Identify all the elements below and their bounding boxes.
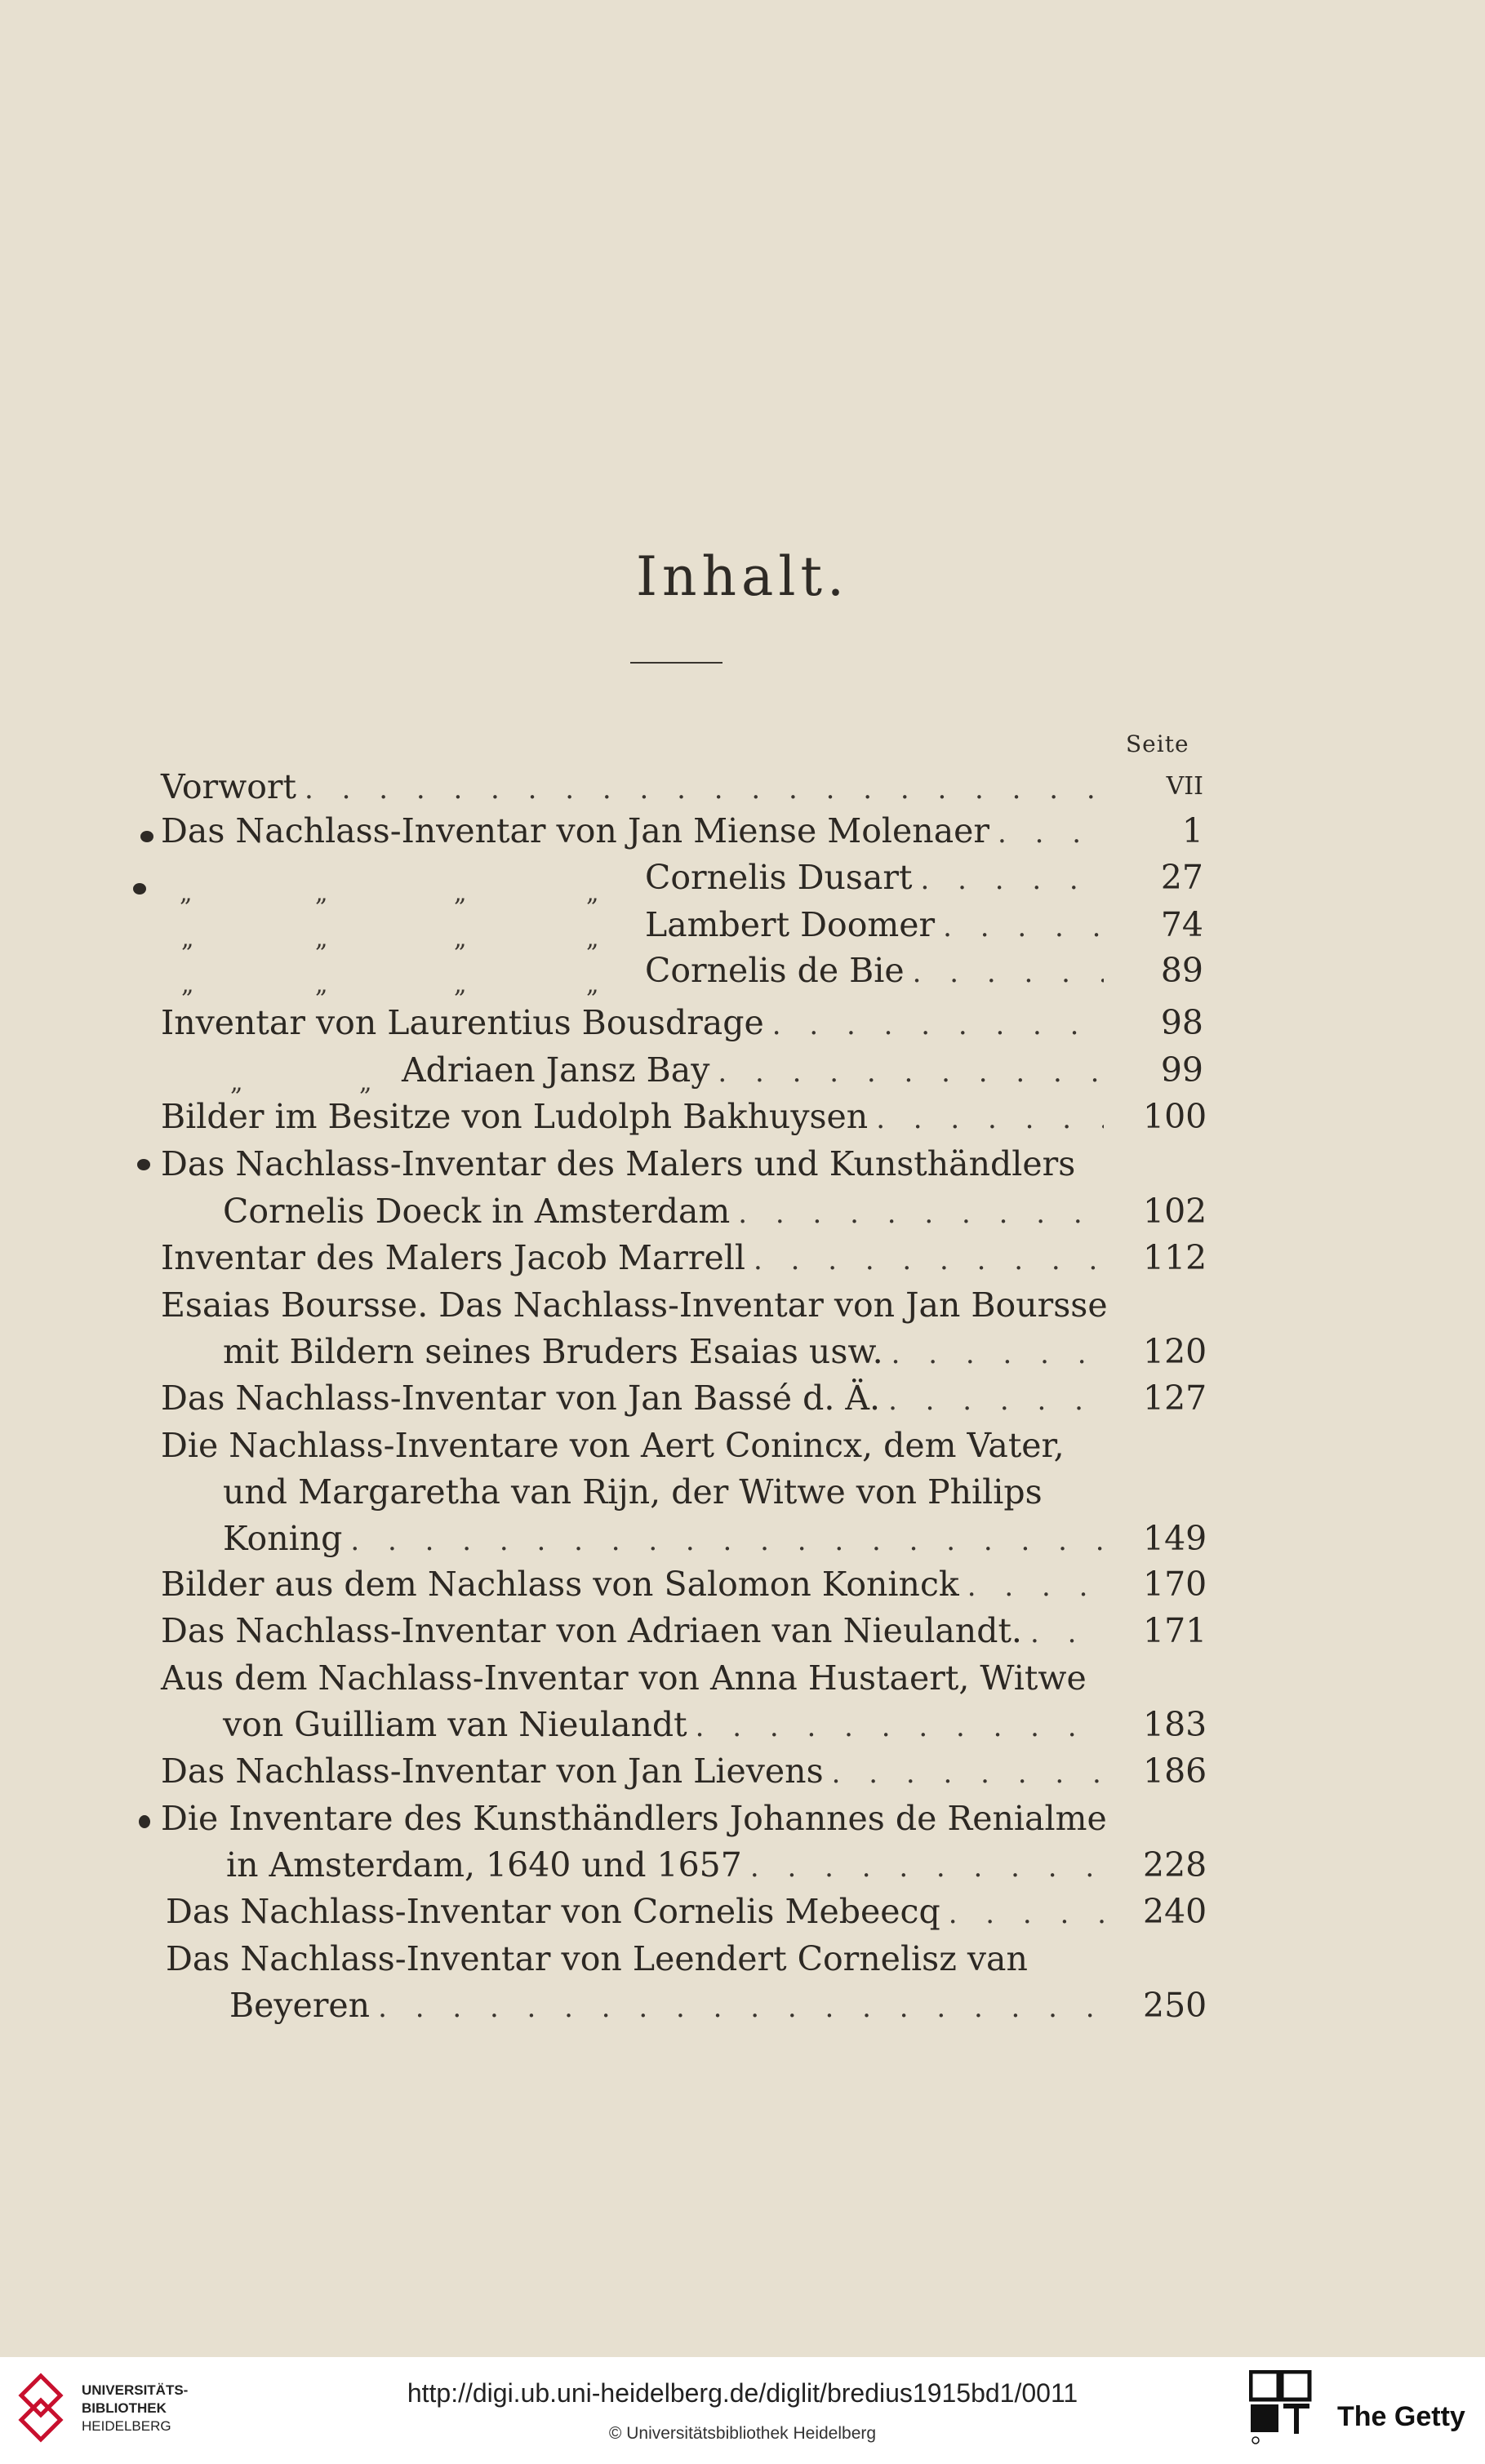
- toc-entry-boursse-line1: [161, 1281, 1124, 1329]
- toc-page-number: 250: [1143, 1986, 1207, 2025]
- toc-entry-text: Das Nachlass-Inventar von Cornelis Mebeecq: [166, 1892, 940, 1931]
- toc-entry-text: Das Nachlass-Inventar von Jan Lievens: [161, 1751, 824, 1791]
- toc-entry-doomer: [645, 901, 1104, 948]
- toc-entry-text: Die Nachlass-Inventare von Aert Conincx, dem Vater,: [161, 1426, 1065, 1465]
- margin-bullet: [139, 1815, 150, 1828]
- toc-page-number: 120: [1143, 1332, 1207, 1371]
- toc-entry-text: mit Bildern seines Bruders Esaias usw.: [223, 1332, 883, 1371]
- ditto-mark: „: [454, 970, 467, 999]
- toc-entry-text: Esaias Boursse. Das Nachlass-Inventar von Jan Boursse: [161, 1285, 1108, 1325]
- toc-page-number: 149: [1143, 1519, 1207, 1558]
- ditto-mark: „: [181, 925, 194, 953]
- toc-entry-text: in Amsterdam, 1640 und 1657: [226, 1845, 742, 1885]
- toc-entry-text: und Margaretha van Rijn, der Witwe von Philips: [223, 1472, 1043, 1512]
- toc-entry-lievens: [161, 1747, 1104, 1795]
- toc-entry-boursse-line2: [223, 1328, 1104, 1375]
- toc-entry-text: Die Inventare des Kunsthändlers Johannes de Renialme: [161, 1799, 1107, 1838]
- ditto-mark: „: [586, 879, 599, 908]
- toc-entry-renialme-line1: [161, 1795, 1124, 1842]
- toc-page-number: 127: [1143, 1379, 1207, 1418]
- toc-entry-hustaert-line1: [161, 1654, 1124, 1702]
- toc-page-number: 171: [1143, 1611, 1207, 1650]
- toc-entry-text: Bilder aus dem Nachlass von Salomon Koninck: [161, 1565, 959, 1604]
- toc-entry-text: Vorwort: [161, 767, 296, 806]
- ditto-mark: „: [180, 879, 193, 908]
- margin-bullet: [133, 883, 146, 895]
- ditto-mark: „: [315, 925, 328, 953]
- ditto-mark: „: [315, 879, 328, 908]
- toc-entry-text: Lambert Doomer: [645, 905, 936, 944]
- toc-page-number: 74: [1160, 905, 1203, 944]
- toc-entry-bay: [402, 1046, 1104, 1094]
- toc-entry-text: Das Nachlass-Inventar von Adriaen van Nieulandt.: [161, 1611, 1022, 1650]
- toc-entry-beyeren-line1: [166, 1935, 1129, 1982]
- toc-entry-text: Das Nachlass-Inventar von Jan Bassé d. Ä.: [161, 1379, 881, 1418]
- ditto-mark: „: [359, 1068, 372, 1097]
- source-url-link[interactable]: http://digi.ub.uni-heidelberg.de/diglit/bredius1915bd1/0011: [407, 2378, 1078, 2408]
- toc-page-number: 170: [1143, 1565, 1207, 1604]
- toc-entry-conincx-line2: [223, 1468, 1121, 1516]
- toc-entry-bousdrage: [161, 999, 1104, 1046]
- seite-label: Seite: [1126, 730, 1189, 757]
- toc-page-number: 112: [1143, 1238, 1207, 1277]
- toc-entry-text: Cornelis Dusart: [645, 858, 913, 897]
- toc-entry-hustaert-line2: [223, 1701, 1104, 1748]
- toc-entry-conincx-line3: [223, 1515, 1104, 1562]
- title-rule: [630, 662, 722, 664]
- toc-entry-doeck-line1: [161, 1140, 1124, 1188]
- toc-entry-text: Adriaen Jansz Bay: [402, 1050, 710, 1090]
- toc-entry-text: Inventar des Malers Jacob Marrell: [161, 1238, 745, 1277]
- toc-entry-text: Cornelis de Bie: [645, 951, 905, 990]
- ditto-mark: „: [454, 925, 467, 953]
- toc-page-number: 89: [1160, 951, 1203, 990]
- toc-page-number: 100: [1143, 1097, 1207, 1136]
- ditto-mark: „: [586, 970, 599, 999]
- toc-page-number: 98: [1160, 1003, 1203, 1042]
- margin-bullet: [140, 831, 153, 842]
- toc-page-number: 1: [1181, 811, 1203, 850]
- toc-entry-de-bie: [645, 947, 1104, 994]
- toc-entry-dusart: [645, 854, 1104, 901]
- toc-entry-koninck: [161, 1561, 1104, 1608]
- toc-entry-text: Das Nachlass-Inventar von Leendert Cornelisz van: [166, 1939, 1028, 1978]
- toc-entry-basse: [161, 1374, 1104, 1422]
- ditto-mark: „: [181, 970, 194, 999]
- getty-name: The Getty: [1337, 2401, 1465, 2432]
- toc-entry-text: Bilder im Besitze von Ludolph Bakhuysen: [161, 1097, 869, 1136]
- library-name-line: HEIDELBERG: [82, 2418, 171, 2434]
- toc-entry-renialme-line2: [226, 1841, 1104, 1889]
- toc-entry-beyeren-line2: [229, 1982, 1104, 2029]
- toc-entry-conincx-line1: [161, 1422, 1124, 1469]
- toc-entry-bakhuysen: [161, 1093, 1104, 1140]
- ditto-mark: „: [230, 1068, 243, 1097]
- copyright-notice: © Universitätsbibliothek Heidelberg: [608, 2424, 877, 2443]
- toc-entry-nieulandt: [161, 1607, 1104, 1654]
- toc-entry-text: Koning: [223, 1519, 343, 1558]
- toc-entry-marrell: [161, 1234, 1104, 1281]
- toc-entry-text: Das Nachlass-Inventar von Jan Miense Molenaer: [161, 811, 990, 850]
- toc-entry-text: Das Nachlass-Inventar des Malers und Kunsthändlers: [161, 1144, 1076, 1183]
- toc-entry-mebeecq: [166, 1888, 1104, 1935]
- ditto-mark: „: [586, 925, 599, 953]
- toc-page-number: 186: [1143, 1751, 1207, 1791]
- toc-entry-text: Cornelis Doeck in Amsterdam: [223, 1192, 731, 1231]
- toc-page-number: 240: [1143, 1892, 1207, 1931]
- toc-page-number: 27: [1160, 858, 1203, 897]
- toc-entry-doeck-line2: [223, 1188, 1104, 1235]
- toc-entry-vorwort: [161, 763, 1104, 810]
- toc-page-number: 228: [1143, 1845, 1207, 1885]
- ditto-mark: „: [315, 970, 328, 999]
- page-title: Inhalt.: [635, 545, 850, 608]
- toc-entry-text: Inventar von Laurentius Bousdrage: [161, 1003, 764, 1042]
- library-name-line: BIBLIOTHEK: [82, 2400, 167, 2416]
- getty-logo-icon: [1249, 2370, 1314, 2445]
- margin-bullet: [137, 1159, 150, 1170]
- toc-entry-molenaer: [161, 807, 1104, 855]
- ditto-mark: „: [454, 879, 467, 908]
- toc-entry-text: Beyeren: [229, 1986, 371, 2025]
- toc-entry-text: Aus dem Nachlass-Inventar von Anna Hustaert, Witwe: [161, 1658, 1087, 1698]
- toc-page-number: VII: [1166, 772, 1203, 801]
- toc-entry-text: von Guilliam van Nieulandt: [223, 1705, 687, 1744]
- toc-page-number: 102: [1143, 1192, 1207, 1231]
- toc-page-number: 99: [1160, 1050, 1203, 1090]
- toc-page-number: 183: [1143, 1705, 1207, 1744]
- library-name-line: UNIVERSITÄTS-: [82, 2382, 189, 2398]
